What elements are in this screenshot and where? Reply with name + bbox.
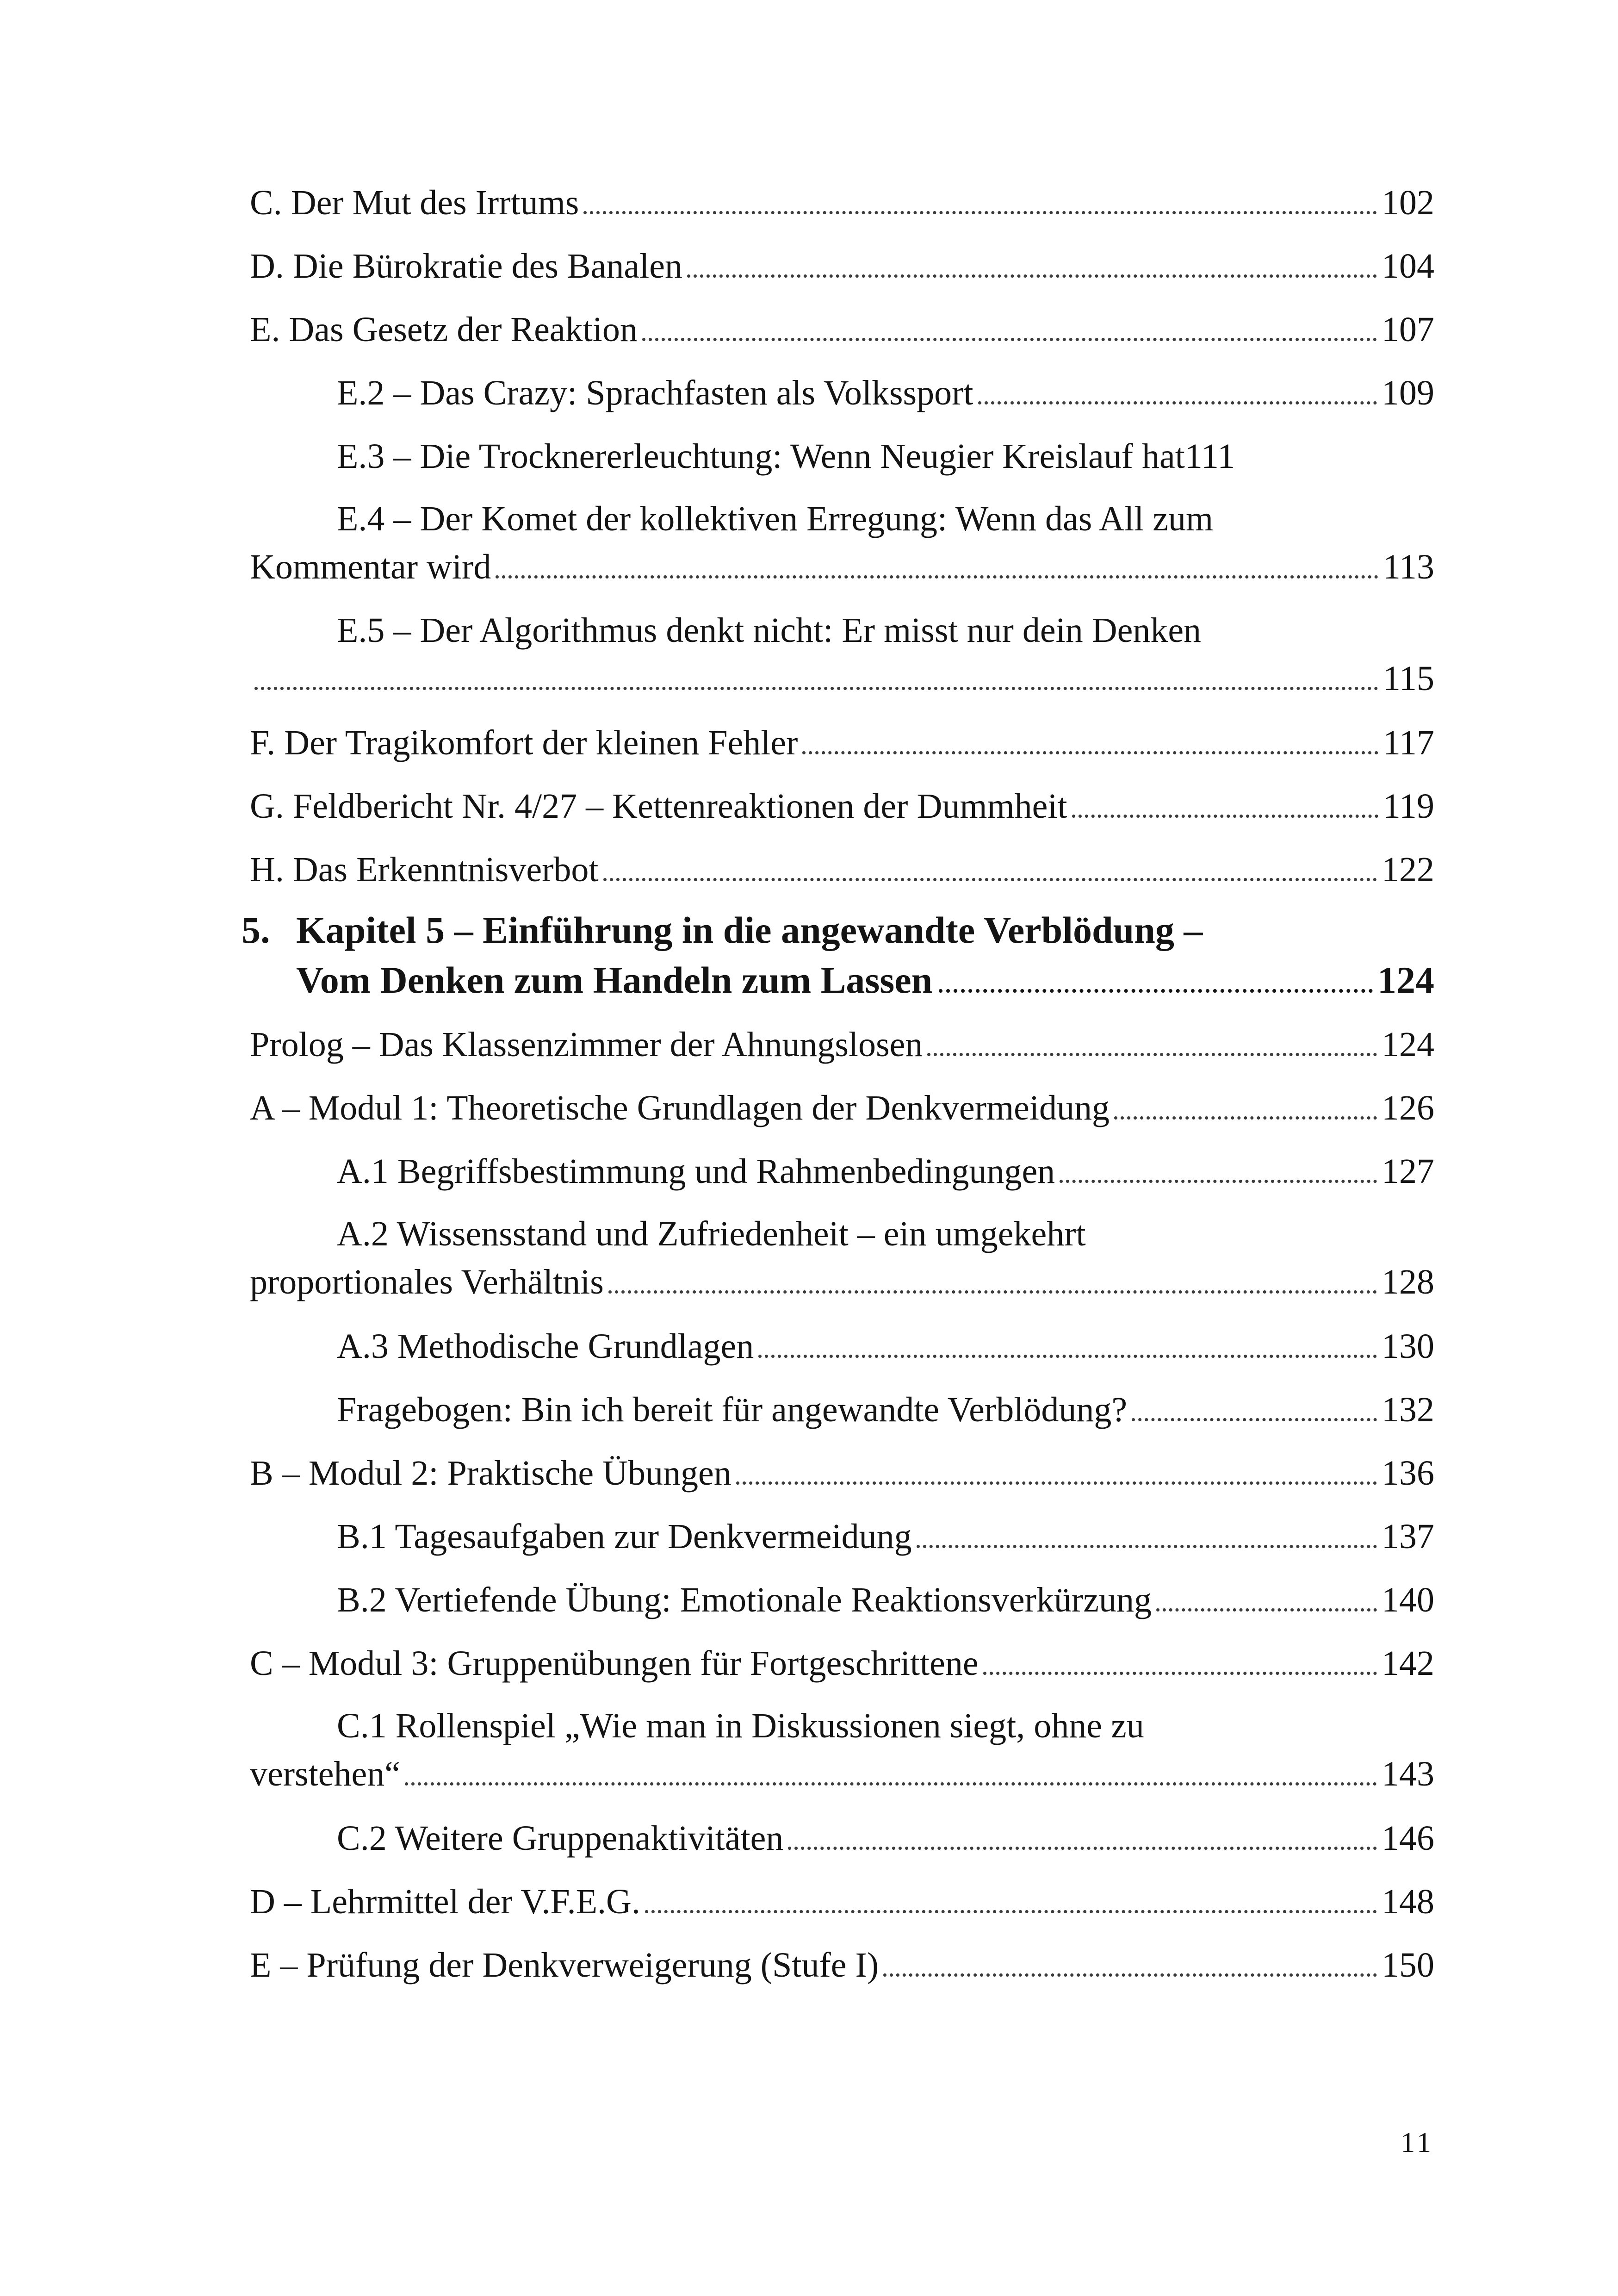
- toc-entry-title: Fragebogen: Bin ich bereit für angewandte Verblödung?: [337, 1390, 1128, 1429]
- toc-entry[interactable]: [250, 781, 1434, 831]
- toc-chapter-heading[interactable]: [242, 905, 1434, 1005]
- dot-leader: [608, 1290, 1377, 1294]
- dot-leader: [917, 1545, 1377, 1548]
- toc-entry[interactable]: [250, 1448, 1434, 1498]
- dot-leader: [983, 1672, 1377, 1675]
- toc-subentry[interactable]: [250, 495, 1434, 591]
- dot-leader: [1132, 1418, 1377, 1421]
- toc-entry-title: C.1 Rollenspiel „Wie man in Diskussionen siegt, ohne zu: [337, 1706, 1144, 1745]
- toc-subentry[interactable]: [250, 368, 1434, 418]
- toc-entry-page: 115: [1382, 659, 1434, 698]
- toc-entry-page: 130: [1382, 1327, 1434, 1366]
- toc-subentry[interactable]: [250, 1146, 1434, 1196]
- toc-entry-page: 142: [1382, 1644, 1434, 1683]
- toc-entry-page: 109: [1382, 373, 1434, 412]
- dot-leader: [583, 211, 1377, 214]
- toc-entry[interactable]: [250, 1083, 1434, 1133]
- toc-entry-page: 150: [1382, 1946, 1434, 1985]
- dot-leader: [496, 575, 1378, 579]
- toc-entry-title: C.2 Weitere Gruppenaktivitäten: [337, 1819, 784, 1858]
- toc-entry-title: E. Das Gesetz der Reaktion: [250, 310, 638, 349]
- toc-entry-title: G. Feldbericht Nr. 4/27 – Kettenreaktionen der Dummheit: [250, 787, 1067, 826]
- toc-subentry[interactable]: [250, 606, 1434, 703]
- toc-entry-title: C – Modul 3: Gruppenübungen für Fortgeschrittene: [250, 1644, 979, 1683]
- toc-entry-title-continued: verstehen“: [250, 1755, 400, 1793]
- toc-entry-title: E.5 – Der Algorithmus denkt nicht: Er misst nur dein Denken: [337, 611, 1202, 650]
- toc-entry-title: B.2 Vertiefende Übung: Emotionale Reaktionsverkürzung: [337, 1580, 1152, 1619]
- toc-entry-page: 111: [1184, 437, 1235, 476]
- dot-leader: [758, 1355, 1377, 1358]
- toc-entry[interactable]: [250, 1877, 1434, 1927]
- toc-entry-title: D. Die Bürokratie des Banalen: [250, 247, 682, 286]
- dot-leader: [788, 1847, 1377, 1850]
- dot-leader: [1156, 1608, 1377, 1612]
- toc-entry[interactable]: [250, 305, 1434, 355]
- chapter-number: 5.: [242, 909, 270, 951]
- toc-entry-title: A.3 Methodische Grundlagen: [337, 1327, 754, 1366]
- toc-subentry[interactable]: [250, 1813, 1434, 1863]
- dot-leader: [687, 274, 1377, 278]
- dot-leader: [1114, 1116, 1377, 1120]
- toc-entry-title: A.1 Begriffsbestimmung und Rahmenbedingungen: [337, 1152, 1055, 1191]
- toc-entry[interactable]: [250, 1638, 1434, 1688]
- toc-subentry[interactable]: [250, 1321, 1434, 1371]
- dot-leader: [642, 338, 1377, 341]
- dot-leader: [939, 989, 1373, 993]
- toc-entry-page: 137: [1382, 1517, 1434, 1556]
- toc-entry-page: 140: [1382, 1580, 1434, 1619]
- toc-entry-title: C. Der Mut des Irrtums: [250, 183, 579, 222]
- toc-entry-page: 104: [1382, 247, 1434, 286]
- toc-entry[interactable]: [250, 241, 1434, 291]
- toc-entry-title: F. Der Tragikomfort der kleinen Fehler: [250, 723, 798, 762]
- toc-entry[interactable]: [250, 845, 1434, 895]
- toc-entry-title: E.3 – Die Trocknererleuchtung: Wenn Neugier Kreislauf hat: [337, 437, 1185, 476]
- dot-leader: [978, 401, 1377, 404]
- page-number: 11: [1401, 2127, 1434, 2159]
- toc-entry-page: 126: [1382, 1089, 1434, 1127]
- toc-entry[interactable]: [250, 178, 1434, 228]
- toc-subentry[interactable]: [250, 1210, 1434, 1306]
- toc-entry-page: 102: [1382, 183, 1434, 222]
- dot-leader: [736, 1481, 1377, 1485]
- dot-leader: [645, 1910, 1377, 1913]
- toc-entry-page: 136: [1382, 1454, 1434, 1493]
- toc-entry-title: A – Modul 1: Theoretische Grundlagen der Denkvermeidung: [250, 1089, 1110, 1127]
- toc-entry-page: 143: [1382, 1755, 1434, 1793]
- toc-entry-page: 107: [1382, 310, 1434, 349]
- toc-entry-page: 122: [1382, 850, 1434, 889]
- chapter-title: Kapitel 5 – Einführung in die angewandte Verblödung –: [296, 909, 1203, 951]
- toc-subentry[interactable]: [250, 1575, 1434, 1625]
- toc-entry-title: E – Prüfung der Denkverweigerung (Stufe I): [250, 1946, 879, 1985]
- toc-entry-title: H. Das Erkenntnisverbot: [250, 850, 599, 889]
- dot-leader: [802, 751, 1378, 754]
- toc-entry-page: 148: [1382, 1882, 1434, 1921]
- table-of-contents: [242, 178, 1434, 2004]
- toc-entry-page: 128: [1382, 1263, 1434, 1301]
- toc-entry-page: 117: [1382, 723, 1434, 762]
- toc-entry-page: 146: [1382, 1819, 1434, 1858]
- dot-leader: [883, 1973, 1377, 1977]
- toc-entry-title: Prolog – Das Klassenzimmer der Ahnungslosen: [250, 1025, 923, 1064]
- toc-entry-title: B – Modul 2: Praktische Übungen: [250, 1454, 732, 1493]
- toc-subentry[interactable]: [250, 431, 1434, 481]
- toc-entry-title-continued: Kommentar wird: [250, 548, 491, 586]
- dot-leader: [405, 1782, 1377, 1786]
- toc-entry-title: A.2 Wissensstand und Zufriedenheit – ein umgekehrt: [337, 1214, 1086, 1253]
- chapter-title-continued: Vom Denken zum Handeln zum Lassen: [296, 959, 933, 1001]
- toc-entry[interactable]: [250, 718, 1434, 768]
- toc-entry-title: D – Lehrmittel der V.F.E.G.: [250, 1882, 640, 1921]
- toc-entry-title: B.1 Tagesaufgaben zur Denkvermeidung: [337, 1517, 912, 1556]
- toc-entry-page: 119: [1382, 787, 1434, 826]
- dot-leader: [1072, 815, 1378, 818]
- toc-entry[interactable]: [250, 1940, 1434, 1990]
- toc-subentry[interactable]: [250, 1385, 1434, 1435]
- toc-entry-title: E.2 – Das Crazy: Sprachfasten als Volkssport: [337, 373, 973, 412]
- dot-leader: [603, 878, 1377, 881]
- toc-entry-title: E.4 – Der Komet der kollektiven Erregung: Wenn das All zum: [337, 499, 1214, 538]
- toc-entry-title-continued: proportionales Verhältnis: [250, 1263, 604, 1301]
- toc-subentry[interactable]: [250, 1702, 1434, 1798]
- toc-subentry[interactable]: [250, 1512, 1434, 1562]
- toc-entry-page: 132: [1382, 1390, 1434, 1429]
- toc-entry[interactable]: [250, 1020, 1434, 1070]
- dot-leader: [254, 687, 1378, 690]
- dot-leader: [927, 1053, 1377, 1056]
- dot-leader: [1060, 1180, 1377, 1183]
- chapter-page: 124: [1377, 959, 1434, 1001]
- toc-entry-page: 124: [1382, 1025, 1434, 1064]
- toc-entry-page: 127: [1382, 1152, 1434, 1191]
- toc-entry-page: 113: [1382, 548, 1434, 586]
